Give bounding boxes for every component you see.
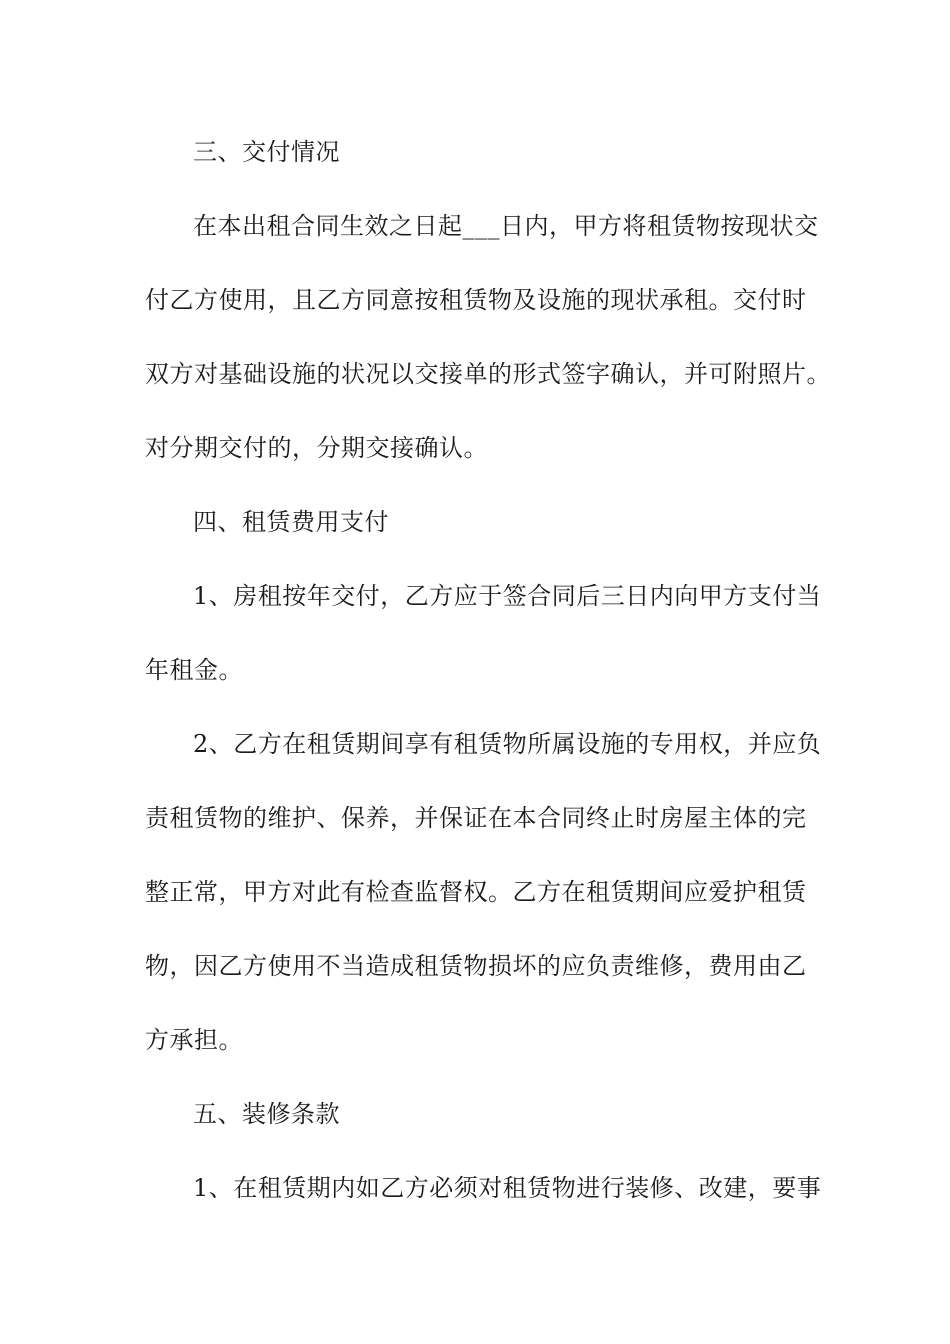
paragraph-line: 对分期交付的，分期交接确认。 <box>145 434 488 462</box>
section-heading-delivery: 三、交付情况 <box>193 138 340 166</box>
paragraph-line: 1、在租赁期内如乙方必须对租赁物进行装修、改建，要事 <box>193 1174 822 1202</box>
paragraph-line: 物，因乙方使用不当造成租赁物损坏的应负责维修，费用由乙 <box>145 952 807 980</box>
paragraph-line: 付乙方使用，且乙方同意按租赁物及设施的现状承租。交付时 <box>145 286 807 314</box>
paragraph-line: 2、乙方在租赁期间享有租赁物所属设施的专用权，并应负 <box>193 730 822 758</box>
paragraph-line: 双方对基础设施的状况以交接单的形式签字确认，并可附照片。 <box>145 360 831 388</box>
section-heading-renovation: 五、装修条款 <box>193 1100 340 1128</box>
paragraph-line: 整正常，甲方对此有检查监督权。乙方在租赁期间应爱护租赁 <box>145 878 807 906</box>
paragraph-line: 责租赁物的维护、保养，并保证在本合同终止时房屋主体的完 <box>145 804 807 832</box>
paragraph-line: 方承担。 <box>145 1026 243 1054</box>
paragraph-line: 1、房租按年交付，乙方应于签合同后三日内向甲方支付当 <box>193 582 822 610</box>
section-heading-rent-payment: 四、租赁费用支付 <box>193 508 389 536</box>
paragraph-line: 年租金。 <box>145 656 243 684</box>
paragraph-line: 在本出租合同生效之日起___日内，甲方将租赁物按现状交 <box>193 212 819 240</box>
